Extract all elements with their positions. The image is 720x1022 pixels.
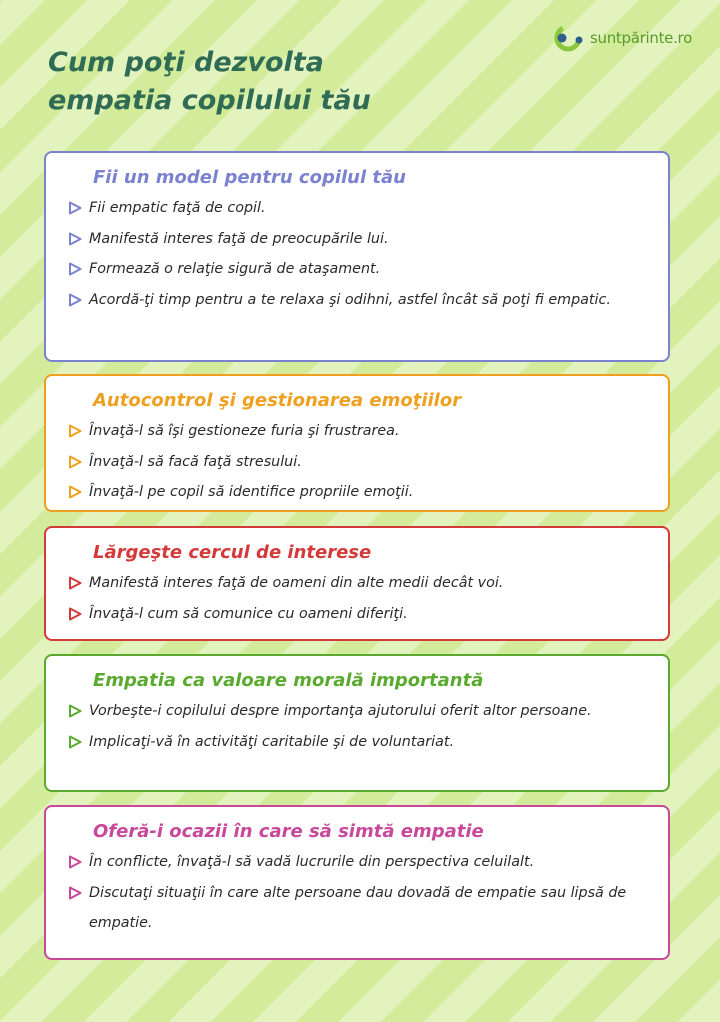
page-title-line-2: empatia copilului tău [48,85,371,116]
section-card-self-control [44,374,670,512]
logo-text: suntpărinte.ro [590,29,692,47]
list-item: Vorbeşte-i copilului despre importanţa ajutorului oferit altor persoane. [68,696,648,727]
triangle-bullet-icon [68,576,82,590]
triangle-bullet-icon [68,293,82,307]
section-items [68,193,648,315]
section-card-moral-value [44,654,670,792]
list-item: Învaţă-l cum să comunice cu oameni diferiţi. [68,599,648,630]
section-title: Oferă-i ocazii în care să simtă empatie [93,821,484,842]
page-title-line-1: Cum poţi dezvolta [48,47,324,78]
triangle-bullet-icon [68,424,82,438]
triangle-bullet-icon [68,607,82,621]
section-card-model [44,151,670,362]
page-title [48,44,371,120]
brand-logo[interactable] [552,22,692,54]
section-items [68,416,648,508]
triangle-bullet-icon [68,886,82,900]
section-card-opportunities [44,805,670,960]
triangle-bullet-icon [68,232,82,246]
section-items [68,696,648,757]
triangle-bullet-icon [68,262,82,276]
list-item: Discutaţi situaţii în care alte persoane dau dovadă de empatie sau lipsă de empatie. [68,878,648,939]
section-title: Lărgeşte cercul de interese [93,542,372,563]
triangle-bullet-icon [68,855,82,869]
triangle-bullet-icon [68,201,82,215]
list-item: Fii empatic faţă de copil. [68,193,648,224]
section-title: Autocontrol şi gestionarea emoţiilor [93,390,462,411]
list-item: Învaţă-l să îşi gestioneze furia şi frustrarea. [68,416,648,447]
logo-mark-icon [552,22,586,54]
section-items [68,568,648,629]
list-item: Manifestă interes faţă de oameni din alte medii decât voi. [68,568,648,599]
list-item: Implicaţi-vă în activităţi caritabile şi de voluntariat. [68,727,648,758]
triangle-bullet-icon [68,735,82,749]
list-item: Învaţă-l pe copil să identifice propriile emoţii. [68,477,648,508]
list-item: Învaţă-l să facă faţă stresului. [68,447,648,478]
list-item: În conflicte, învaţă-l să vadă lucrurile din perspectiva celuilalt. [68,847,648,878]
list-item: Acordă-ţi timp pentru a te relaxa şi odihni, astfel încât să poţi fi empatic. [68,285,648,316]
section-title: Empatia ca valoare morală importantă [93,670,484,691]
list-item: Manifestă interes faţă de preocupările lui. [68,224,648,255]
triangle-bullet-icon [68,455,82,469]
triangle-bullet-icon [68,485,82,499]
section-title: Fii un model pentru copilul tău [93,167,406,188]
list-item: Formează o relaţie sigură de ataşament. [68,254,648,285]
section-items [68,847,648,939]
section-card-interests [44,526,670,641]
triangle-bullet-icon [68,704,82,718]
